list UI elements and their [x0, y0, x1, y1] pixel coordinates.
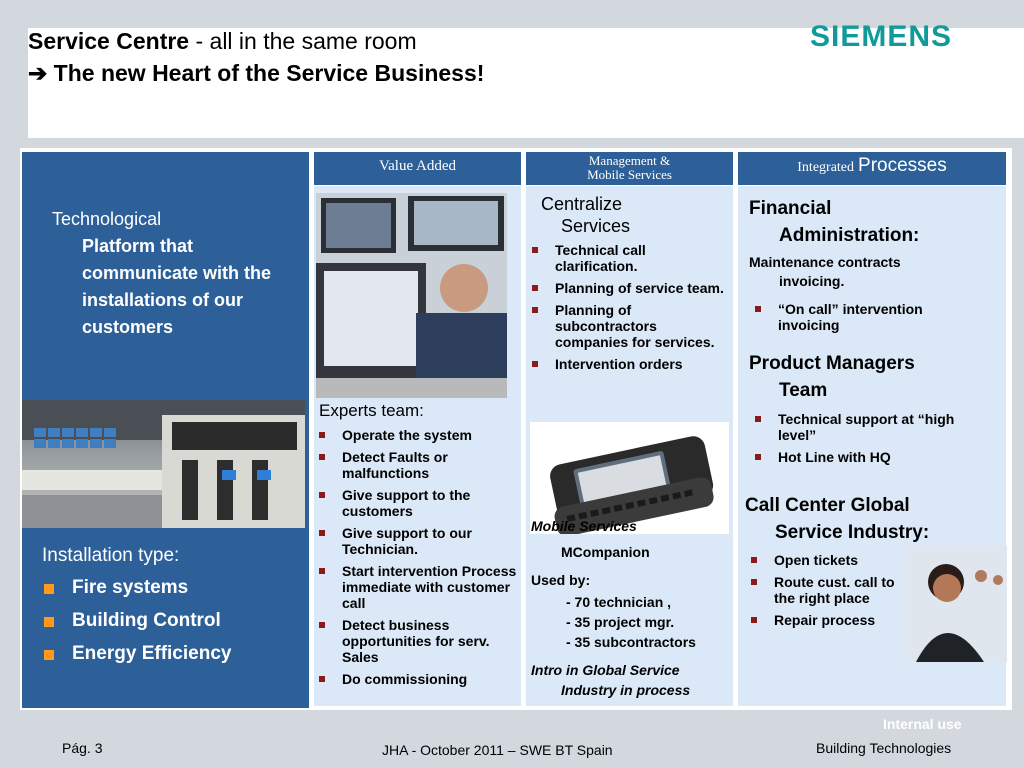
list-item: Give support to our Technician. [313, 525, 518, 557]
used-by-label: Used by: [531, 572, 591, 588]
mobile-services-label: Mobile Services [531, 518, 637, 534]
maintenance-text [749, 253, 901, 291]
page-number: Pág. 3 [62, 740, 103, 756]
cc-line1: Call Center Global [745, 495, 910, 516]
used-by-list [566, 592, 696, 652]
experts-list [313, 427, 518, 693]
maint-line2: invoicing. [779, 273, 845, 289]
list-item: Operate the system [313, 427, 518, 443]
arrow-icon: ➔ [28, 60, 48, 86]
pm-line2: Team [779, 380, 828, 401]
control-room-image [22, 400, 305, 528]
management-label-1: Management & [588, 153, 671, 168]
call-center-title [745, 492, 929, 546]
list-item: Planning of subcontractors companies for services. [526, 302, 731, 350]
title-bold: Service Centre [28, 28, 190, 54]
tech-rest: Platform that communicate with the installations of our customers [82, 236, 272, 337]
list-item: Technical call clarification. [526, 242, 731, 274]
list-item: - 70 technician , [566, 594, 672, 610]
list-item: Open tickets [745, 552, 915, 568]
list-item: Intervention orders [526, 356, 731, 372]
list-item: Building Control [42, 610, 302, 632]
integrated-label: Integrated [797, 160, 855, 175]
call-center-list [745, 552, 915, 634]
page-subtitle [28, 60, 484, 87]
install-list [42, 577, 302, 665]
financial-line2: Administration: [779, 225, 920, 246]
internal-use-label: Internal use [883, 716, 962, 732]
maint-line1: Maintenance contracts [749, 254, 901, 270]
intro-line1: Intro in Global Service [531, 662, 680, 678]
list-item: Hot Line with HQ [749, 449, 969, 465]
tech-first: Technological [52, 209, 162, 229]
list-item: Fire systems [42, 577, 302, 599]
operator-photo [316, 193, 507, 398]
siemens-logo: SIEMENS [810, 20, 953, 53]
tech-platform-text [52, 206, 302, 341]
list-item: Planning of service team. [526, 280, 731, 296]
centralize-line1: Centralize [541, 194, 623, 214]
experts-title: Experts team: [319, 401, 424, 420]
pm-list [749, 411, 969, 471]
mcompanion-label: MCompanion [561, 544, 650, 560]
centralize-line2: Services [561, 216, 631, 236]
list-item: Give support to the customers [313, 487, 518, 519]
financial-list [749, 301, 969, 339]
list-item: Start intervention Process immediate with customer call [313, 563, 518, 611]
list-item: Detect business opportunities for serv. Sales [313, 617, 518, 665]
list-item: Energy Efficiency [42, 643, 302, 665]
header-value-added [314, 152, 521, 185]
processes-label: Processes [858, 155, 947, 176]
list-item: Route cust. call to the right place [745, 574, 915, 606]
cc-line2: Service Industry: [775, 522, 930, 543]
header-integrated [738, 152, 1006, 185]
intro-line2: Industry in process [561, 682, 691, 698]
list-item: Do commissioning [313, 671, 518, 687]
financial-line1: Financial [749, 198, 832, 219]
division-label: Building Technologies [816, 740, 952, 756]
list-item: Detect Faults or malfunctions [313, 449, 518, 481]
list-item: - 35 subcontractors [566, 634, 696, 650]
installation-type [42, 545, 302, 676]
install-title: Installation type: [42, 545, 180, 566]
pm-title [749, 350, 915, 404]
list-item: - 35 project mgr. [566, 614, 675, 630]
call-center-agent-photo [906, 546, 1007, 662]
intro-text [531, 660, 690, 700]
value-added-label: Value Added [378, 158, 457, 174]
centralize-title [541, 193, 630, 237]
list-item: “On call” intervention invoicing [749, 301, 969, 333]
footer-center: JHA - October 2011 – SWE BT Spain [382, 742, 613, 758]
management-list [526, 242, 731, 378]
subtitle-text: The new Heart of the Service Business! [53, 60, 485, 86]
title-rest: - all in the same room [189, 28, 417, 54]
financial-title [749, 195, 919, 249]
list-item: Technical support at “high level” [749, 411, 969, 443]
header-management [526, 152, 733, 185]
pm-line1: Product Managers [749, 353, 915, 374]
page-title [28, 28, 417, 55]
list-item: Repair process [745, 612, 915, 628]
management-label-2: Mobile Services [587, 167, 672, 182]
